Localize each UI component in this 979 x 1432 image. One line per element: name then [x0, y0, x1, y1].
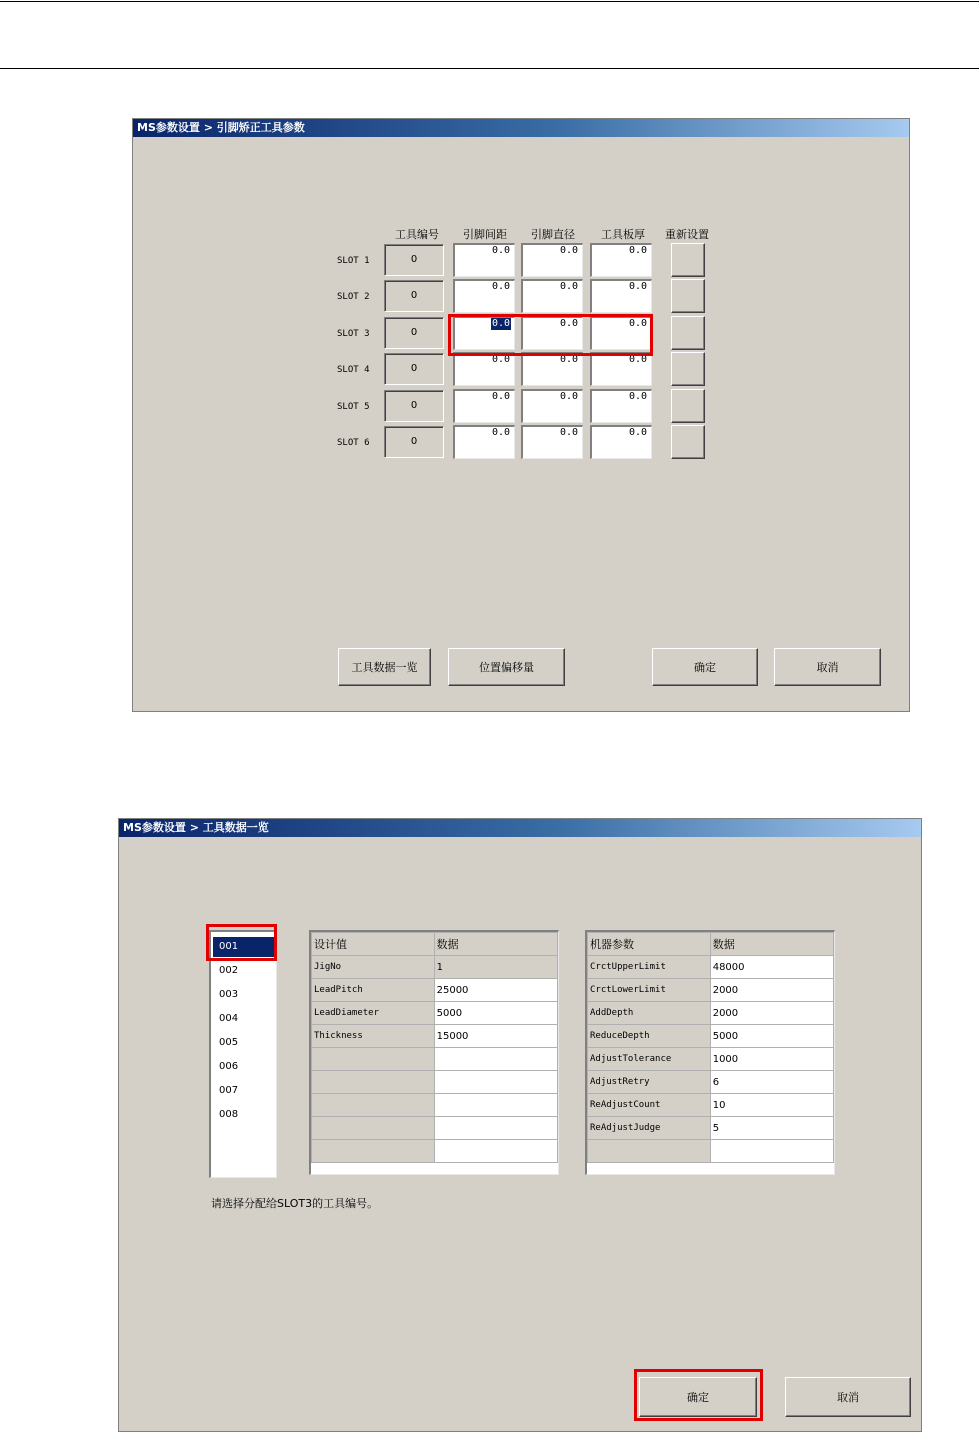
position-offset-button[interactable]: 位置偏移量: [448, 648, 565, 686]
table-row: [588, 1048, 834, 1071]
design-value-table: [309, 930, 559, 1175]
param-name: AddDepth: [588, 1002, 711, 1025]
param-value[interactable]: 5000: [710, 1025, 833, 1048]
header-rule: [0, 68, 979, 69]
table-row: [312, 1002, 558, 1025]
table-row: [312, 1094, 558, 1117]
param-name: [312, 1071, 435, 1094]
lead-correction-tool-window: [132, 118, 910, 712]
field-value: 0.0: [491, 427, 510, 438]
param-name: [312, 1117, 435, 1140]
table-row: [588, 1002, 834, 1025]
tool-thickness-field[interactable]: [590, 389, 652, 423]
tool-thickness-field[interactable]: [590, 316, 652, 350]
field-value: 0.0: [628, 354, 647, 365]
list-item[interactable]: 006: [219, 1061, 239, 1072]
top-rule: [0, 1, 979, 2]
tool-number-display: 0: [384, 353, 444, 385]
table-row: [588, 1140, 834, 1163]
slot-label: SLOT 3: [337, 329, 370, 339]
table-row: [312, 956, 558, 979]
param-value[interactable]: [434, 1048, 557, 1071]
list-item[interactable]: 005: [219, 1037, 239, 1048]
param-value[interactable]: 1000: [710, 1048, 833, 1071]
param-name: [588, 1140, 711, 1163]
field-value: 0.0: [628, 318, 647, 329]
list-item[interactable]: 003: [219, 989, 239, 1000]
table-row: [588, 1071, 834, 1094]
header-lead-pitch: 引脚间距: [463, 228, 507, 241]
field-value: 0.0: [559, 354, 578, 365]
machine-table-header: 机器参数: [588, 933, 711, 956]
param-value[interactable]: [710, 1140, 833, 1163]
list-item[interactable]: 007: [219, 1085, 239, 1096]
tool-thickness-field[interactable]: [590, 352, 652, 386]
tool-number-display: 0: [384, 317, 444, 349]
field-value: 0.0: [559, 318, 578, 329]
tool-number-list[interactable]: [209, 930, 277, 1178]
reset-button[interactable]: [671, 389, 705, 423]
param-value[interactable]: 6: [710, 1071, 833, 1094]
param-value[interactable]: 2000: [710, 979, 833, 1002]
slot-label: SLOT 5: [337, 402, 370, 412]
field-value: 0.0: [628, 281, 647, 292]
table-row: [588, 1025, 834, 1048]
param-value[interactable]: [434, 1117, 557, 1140]
param-name: [312, 1140, 435, 1163]
slot-label: SLOT 2: [337, 292, 370, 302]
param-value[interactable]: 48000: [710, 956, 833, 979]
param-value[interactable]: [434, 1140, 557, 1163]
param-name: JigNo: [312, 956, 435, 979]
param-name: Thickness: [312, 1025, 435, 1048]
param-value[interactable]: 15000: [434, 1025, 557, 1048]
param-value[interactable]: 10: [710, 1094, 833, 1117]
slot-label: SLOT 6: [337, 438, 370, 448]
list-item[interactable]: 002: [219, 965, 239, 976]
lead-diameter-field[interactable]: [521, 425, 583, 459]
tool-data-list-window: [118, 818, 922, 1432]
param-name: ReAdjustJudge: [588, 1117, 711, 1140]
lead-pitch-field[interactable]: [453, 425, 515, 459]
param-value[interactable]: 25000: [434, 979, 557, 1002]
lead-diameter-field[interactable]: [521, 243, 583, 277]
tool-number-display: 0: [384, 280, 444, 312]
lead-diameter-field[interactable]: [521, 316, 583, 350]
instruction-text: 请选择分配给SLOT3的工具编号。: [211, 1197, 379, 1210]
param-name: LeadPitch: [312, 979, 435, 1002]
header-tool-no: 工具编号: [395, 228, 439, 241]
lead-pitch-field[interactable]: [453, 279, 515, 313]
slot-label: SLOT 1: [337, 256, 370, 266]
design-table-header: 数据: [434, 933, 557, 956]
reset-button[interactable]: [671, 279, 705, 313]
tool-data-list-button[interactable]: 工具数据一览: [338, 648, 431, 686]
tool-thickness-field[interactable]: [590, 243, 652, 277]
table-row: [312, 1048, 558, 1071]
field-value: 0.0: [559, 245, 578, 256]
lead-pitch-field[interactable]: [453, 352, 515, 386]
table-row: [312, 979, 558, 1002]
tool-thickness-field[interactable]: [590, 425, 652, 459]
table-row: [588, 1094, 834, 1117]
reset-button[interactable]: [671, 316, 705, 350]
window-title: MS参数设置 > 引脚矫正工具参数: [133, 119, 909, 137]
field-value: 0.0: [628, 427, 647, 438]
machine-parameter-table: [585, 930, 835, 1175]
param-value[interactable]: 5000: [434, 1002, 557, 1025]
cancel-button[interactable]: 取消: [785, 1377, 911, 1417]
reset-button[interactable]: [671, 352, 705, 386]
param-value[interactable]: 1: [434, 956, 557, 979]
param-name: ReAdjustCount: [588, 1094, 711, 1117]
field-value: 0.0: [559, 391, 578, 402]
reset-button[interactable]: [671, 243, 705, 277]
cancel-button[interactable]: 取消: [774, 648, 881, 686]
header-reset: 重新设置: [665, 228, 709, 241]
header-lead-diameter: 引脚直径: [531, 228, 575, 241]
field-value: 0.0: [491, 354, 510, 365]
param-name: AdjustTolerance: [588, 1048, 711, 1071]
param-name: ReduceDepth: [588, 1025, 711, 1048]
field-value-selected: 0.0: [491, 318, 510, 329]
design-table-header: 设计值: [312, 933, 435, 956]
param-name: CrctUpperLimit: [588, 956, 711, 979]
param-value[interactable]: 5: [710, 1117, 833, 1140]
tool-number-display: 0: [384, 244, 444, 276]
param-name: CrctLowerLimit: [588, 979, 711, 1002]
lead-diameter-field[interactable]: [521, 389, 583, 423]
param-name: [312, 1048, 435, 1071]
table-row: [588, 956, 834, 979]
table-row: [588, 979, 834, 1002]
lead-pitch-field[interactable]: [453, 243, 515, 277]
table-row: [312, 1071, 558, 1094]
param-value[interactable]: 2000: [710, 1002, 833, 1025]
param-name: LeadDiameter: [312, 1002, 435, 1025]
ok-button[interactable]: 确定: [639, 1377, 757, 1417]
param-value[interactable]: [434, 1094, 557, 1117]
lead-diameter-field[interactable]: [521, 279, 583, 313]
param-name: [312, 1094, 435, 1117]
field-value: 0.0: [491, 245, 510, 256]
tool-number-display: 0: [384, 426, 444, 458]
param-value[interactable]: [434, 1071, 557, 1094]
list-item[interactable]: 004: [219, 1013, 239, 1024]
table-row: [588, 1117, 834, 1140]
list-item-selected[interactable]: 001: [213, 937, 275, 957]
lead-pitch-field[interactable]: [453, 389, 515, 423]
field-value: 0.0: [628, 245, 647, 256]
list-item[interactable]: 008: [219, 1109, 239, 1120]
field-value: 0.0: [559, 281, 578, 292]
ok-button[interactable]: 确定: [652, 648, 758, 686]
reset-button[interactable]: [671, 425, 705, 459]
param-name: AdjustRetry: [588, 1071, 711, 1094]
tool-thickness-field[interactable]: [590, 279, 652, 313]
tool-number-display: 0: [384, 390, 444, 422]
slot-label: SLOT 4: [337, 365, 370, 375]
lead-pitch-field[interactable]: [453, 316, 515, 350]
machine-table-header: 数据: [710, 933, 833, 956]
lead-diameter-field[interactable]: [521, 352, 583, 386]
table-row: [312, 1025, 558, 1048]
table-row: [312, 1117, 558, 1140]
table-row: [312, 1140, 558, 1163]
field-value: 0.0: [491, 281, 510, 292]
header-tool-thickness: 工具板厚: [601, 228, 645, 241]
field-value: 0.0: [491, 391, 510, 402]
window-title: MS参数设置 > 工具数据一览: [119, 819, 921, 837]
field-value: 0.0: [559, 427, 578, 438]
field-value: 0.0: [628, 391, 647, 402]
